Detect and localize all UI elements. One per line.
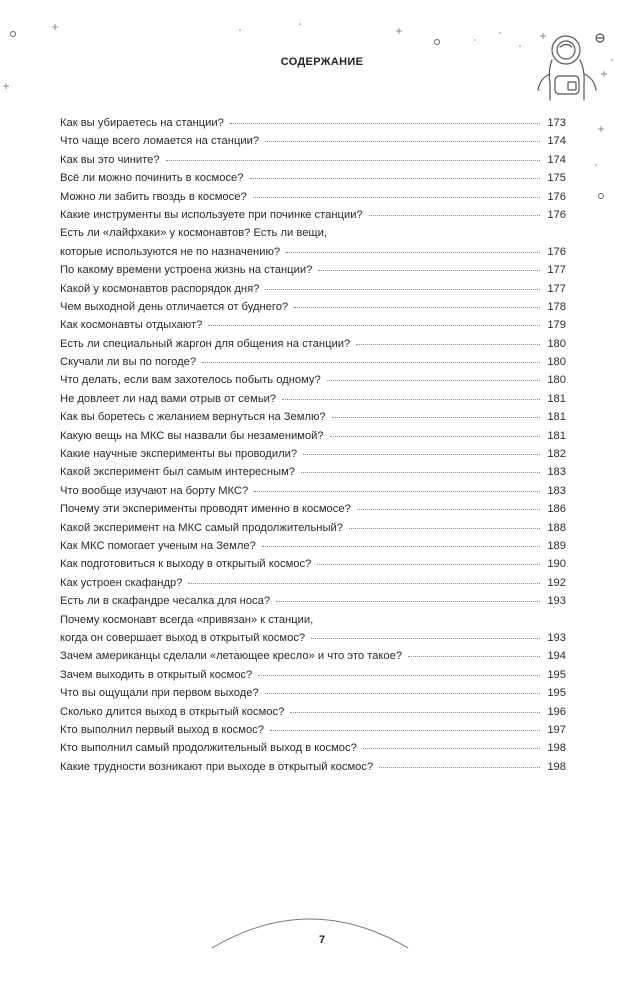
toc-entry — [60, 371, 566, 389]
toc-entry — [60, 151, 566, 169]
toc-entry-text: Как вы это чините? — [60, 153, 160, 166]
page-title: СОДЕРЖАНИЕ — [280, 56, 364, 68]
toc-entry-text: Скучали ли вы по погоде? — [60, 356, 197, 369]
toc-entry — [60, 261, 566, 279]
toc-entry-line — [60, 647, 566, 665]
toc-page-number: 176 — [547, 190, 566, 203]
toc-entry-line — [60, 574, 566, 592]
dot-leader — [330, 435, 540, 437]
toc-entry-text: Как устроен скафандр? — [60, 576, 183, 589]
toc-page-number: 198 — [547, 760, 566, 773]
dot-leader — [262, 545, 540, 547]
toc-page-number: 188 — [547, 521, 566, 534]
toc-page-number: 195 — [547, 687, 566, 700]
toc-entry-line — [60, 206, 566, 224]
toc-entry — [60, 611, 566, 648]
toc-entry-text: которые используются не по назначению? — [60, 245, 281, 258]
toc-page-number: 173 — [547, 117, 566, 129]
toc-entry-text: Сколько длится выход в открытый космос? — [60, 705, 285, 718]
toc-entry-line — [60, 353, 566, 371]
toc-entry-line — [60, 243, 566, 261]
toc-page-number: 195 — [547, 668, 566, 681]
toc-entry — [60, 316, 566, 334]
toc-entry — [60, 666, 566, 684]
toc-entry-line — [60, 629, 566, 647]
dot-leader — [282, 398, 540, 400]
toc-entry-text: Какую вещь на МКС вы назвали бы незаменимой? — [60, 429, 324, 442]
toc-entry — [60, 739, 566, 757]
toc-entry — [60, 353, 566, 371]
toc-page-number: 186 — [547, 503, 566, 516]
toc-entry-line — [60, 519, 566, 537]
toc-entry-line — [60, 335, 566, 353]
dot-leader — [265, 288, 540, 290]
toc-page-number: 189 — [547, 539, 566, 552]
toc-entry — [60, 500, 566, 518]
toc-entry — [60, 408, 566, 426]
dot-leader — [356, 343, 540, 345]
dot-leader — [254, 490, 540, 492]
dot-leader — [294, 306, 540, 308]
dot-leader — [317, 563, 540, 565]
dot-leader — [290, 711, 540, 713]
toc-page-number: 177 — [547, 282, 566, 295]
toc-page-number: 181 — [547, 411, 566, 424]
toc-page-number: 194 — [547, 650, 566, 663]
toc-entry-text: Что вы ощущали при первом выходе? — [60, 687, 259, 700]
toc-entry-text: Всё ли можно починить в космосе? — [60, 172, 244, 185]
toc-entry-text: Какие инструменты вы используете при починке станции? — [60, 208, 363, 221]
toc-entry-line — [60, 371, 566, 389]
toc-entry-line — [60, 261, 566, 279]
dot-leader — [363, 747, 540, 749]
toc-page-number: 180 — [547, 356, 566, 369]
toc-entry-text: Что вообще изучают на борту МКС? — [60, 484, 249, 497]
toc-entry-line — [60, 463, 566, 481]
toc-entry-line — [60, 537, 566, 555]
toc-entry-text: Как МКС помогает ученым на Земле? — [60, 539, 256, 552]
dot-leader — [303, 453, 540, 455]
dot-leader — [265, 140, 540, 142]
toc-entry-text: Кто выполнил первый выход в космос? — [60, 723, 264, 736]
toc-page-number: 180 — [547, 374, 566, 387]
dot-leader — [349, 527, 540, 529]
toc-entry — [60, 684, 566, 702]
toc-entry — [60, 703, 566, 721]
toc-entry-text: Чем выходной день отличается от буднего? — [60, 300, 289, 313]
toc-entry — [60, 463, 566, 481]
toc-page-number: 175 — [547, 172, 566, 185]
toc-page-number: 192 — [547, 576, 566, 589]
toc-entry-line — [60, 555, 566, 573]
toc-entry-line — [60, 390, 566, 408]
toc-entry-line — [60, 316, 566, 334]
toc-page-number: 177 — [547, 264, 566, 277]
toc-entry — [60, 298, 566, 316]
dot-leader — [332, 416, 540, 418]
dot-leader — [318, 269, 540, 271]
dot-leader — [270, 729, 540, 731]
toc-page-number: 176 — [547, 245, 566, 258]
toc-entry-text: когда он совершает выход в открытый космос? — [60, 631, 306, 644]
toc-entry — [60, 427, 566, 445]
dot-leader — [230, 122, 540, 124]
toc-entry — [60, 537, 566, 555]
toc-entry — [60, 206, 566, 224]
toc-entry-text: Кто выполнил самый продолжительный выход в космос? — [60, 742, 357, 755]
page-number: 7 — [318, 934, 326, 946]
toc-entry-text: Какой эксперимент на МКС самый продолжительный? — [60, 521, 343, 534]
toc-entry-line — [60, 427, 566, 445]
dot-leader — [379, 766, 540, 768]
toc-entry — [60, 592, 566, 610]
toc-page-number: 183 — [547, 466, 566, 479]
toc-entry — [60, 758, 566, 776]
toc-entry — [60, 574, 566, 592]
toc-entry-line — [60, 224, 566, 242]
toc-entry-text: Какие научные эксперименты вы проводили? — [60, 448, 298, 461]
toc-entry-text: Как вы боретесь с желанием вернуться на Землю? — [60, 411, 326, 424]
toc-entry-text: Можно ли забить гвоздь в космосе? — [60, 190, 247, 203]
dot-leader — [301, 471, 540, 473]
toc-entry-text: Какой у космонавтов распорядок дня? — [60, 282, 260, 295]
toc-entry-text: Что чаще всего ломается на станции? — [60, 135, 260, 148]
toc-entry-text: Зачем выходить в открытый космос? — [60, 668, 253, 681]
dot-leader — [408, 655, 540, 657]
toc-page-number: 174 — [547, 153, 566, 166]
toc-entry-line — [60, 482, 566, 500]
toc-entry-text: Какой эксперимент был самым интересным? — [60, 466, 295, 479]
dot-leader — [188, 582, 540, 584]
toc-entry-line — [60, 500, 566, 518]
toc-entry-line — [60, 298, 566, 316]
toc-page-number: 193 — [547, 595, 566, 608]
dot-leader — [202, 361, 540, 363]
toc-entry-line — [60, 666, 566, 684]
toc-entry-text: Что делать, если вам захотелось побыть одному? — [60, 374, 321, 387]
dot-leader — [357, 508, 540, 510]
dot-leader — [265, 692, 540, 694]
toc-entry — [60, 114, 566, 132]
toc-entry-text: Не довлеет ли над вами отрыв от семьи? — [60, 392, 277, 405]
toc-page-number: 179 — [547, 319, 566, 332]
dot-leader — [311, 637, 540, 639]
toc-entry-line — [60, 408, 566, 426]
dot-leader — [258, 674, 540, 676]
toc-page-number: 197 — [547, 723, 566, 736]
dot-leader — [327, 379, 540, 381]
dot-leader — [253, 196, 540, 198]
toc-page-number: 196 — [547, 705, 566, 718]
toc-entry-line — [60, 151, 566, 169]
toc-entry — [60, 169, 566, 187]
dot-leader — [369, 214, 540, 216]
toc-entry-line — [60, 114, 566, 132]
toc-entry — [60, 519, 566, 537]
toc-page-number: 198 — [547, 742, 566, 755]
toc-entry-text: Есть ли «лайфхаки» у космонавтов? Есть ли вещи, — [60, 227, 327, 240]
toc-entry-text: Почему космонавт всегда «привязан» к станции, — [60, 613, 314, 626]
toc-entry-line — [60, 739, 566, 757]
toc-entry-line — [60, 280, 566, 298]
dot-leader — [250, 177, 541, 179]
toc-entry — [60, 224, 566, 261]
toc-page-number: 182 — [547, 448, 566, 461]
toc-entry — [60, 445, 566, 463]
toc-entry-text: Есть ли специальный жаргон для общения на станции? — [60, 337, 351, 350]
toc-entry-line — [60, 132, 566, 150]
toc-entry-text: Почему эти эксперименты проводят именно в космосе? — [60, 503, 351, 516]
toc-entry — [60, 721, 566, 739]
toc-entry-text: Как космонавты отдыхают? — [60, 319, 203, 332]
dot-leader — [286, 251, 540, 253]
toc-entry-line — [60, 721, 566, 739]
toc-page-number: 174 — [547, 135, 566, 148]
toc-entry — [60, 188, 566, 206]
toc-entry-line — [60, 703, 566, 721]
dot-leader — [208, 324, 540, 326]
toc-entry — [60, 132, 566, 150]
toc-entry-text: По какому времени устроена жизнь на станции? — [60, 264, 313, 277]
toc-entry-line — [60, 592, 566, 610]
toc-page-number: 178 — [547, 300, 566, 313]
toc-entry-text: Есть ли в скафандре чесалка для носа? — [60, 595, 271, 608]
toc-entry-line — [60, 188, 566, 206]
toc-entry-line — [60, 611, 566, 629]
toc-entry-text: Как подготовиться к выходу в открытый космос? — [60, 558, 312, 571]
toc-page-number: 183 — [547, 484, 566, 497]
toc-entry — [60, 335, 566, 353]
toc-page-number: 181 — [547, 429, 566, 442]
toc-entry-text: Зачем американцы сделали «летающее кресло» и что это такое? — [60, 650, 403, 663]
toc-entry — [60, 555, 566, 573]
dot-leader — [166, 159, 540, 161]
toc-entry — [60, 647, 566, 665]
toc-entry — [60, 390, 566, 408]
toc-page-number: 180 — [547, 337, 566, 350]
toc-entry-line — [60, 445, 566, 463]
toc-page-number: 181 — [547, 392, 566, 405]
toc-entry-text: Какие трудности возникают при выходе в открытый космос? — [60, 760, 374, 773]
toc-entry — [60, 482, 566, 500]
table-of-contents — [60, 114, 566, 776]
dot-leader — [276, 600, 540, 602]
toc-entry — [60, 280, 566, 298]
toc-page-number: 176 — [547, 208, 566, 221]
toc-page-number: 190 — [547, 558, 566, 571]
toc-entry-line — [60, 169, 566, 187]
toc-page-number: 193 — [547, 631, 566, 644]
toc-entry-line — [60, 684, 566, 702]
toc-entry-line — [60, 758, 566, 776]
toc-entry-text: Как вы убираетесь на станции? — [60, 117, 224, 129]
